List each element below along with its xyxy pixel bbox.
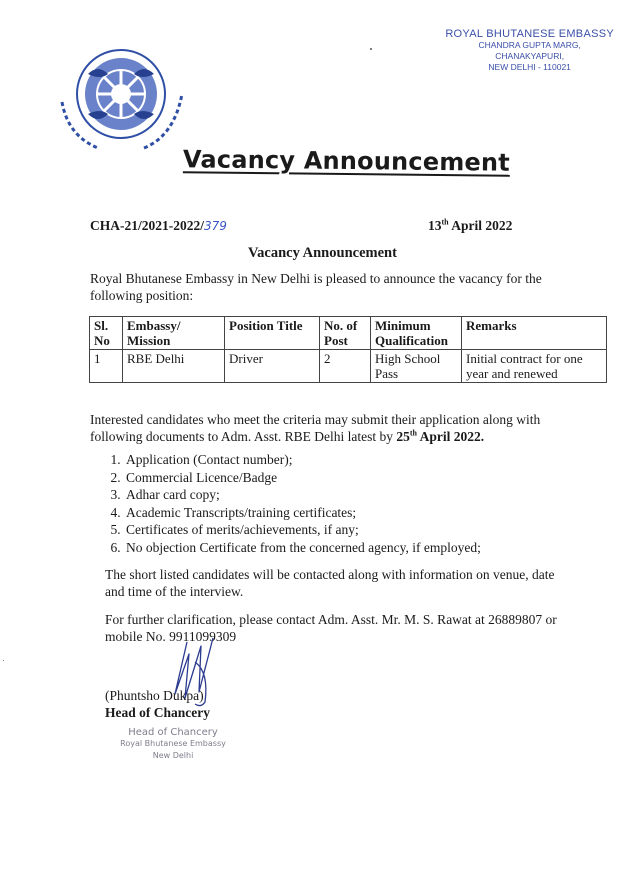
header-posts: No. of Post [320, 317, 371, 350]
date-rest: April 2022 [448, 218, 513, 233]
reference-handwritten: 379 [204, 219, 227, 233]
page-title: Vacancy Announcement [182, 145, 511, 177]
letterhead-name: ROYAL BHUTANESE EMBASSY [445, 28, 614, 40]
cell-qualification: High School Pass [371, 350, 462, 383]
cell-sl-no: 1 [90, 350, 123, 383]
list-item: 6. No objection Certificate from the concerned agency, if employed; [124, 539, 604, 557]
embassy-emblem [58, 44, 188, 174]
cell-remarks: Initial contract for one year and renewed [462, 350, 607, 383]
official-stamp [108, 727, 238, 762]
list-item: 1. Application (Contact number); [124, 451, 604, 469]
list-item: 5. Certificates of merits/achievements, if any; [124, 521, 604, 539]
deadline-day: 25 [396, 429, 410, 444]
letterhead-address-line1: CHANDRA GUPTA MARG, [478, 40, 581, 50]
deadline [396, 429, 484, 444]
criteria-text: Interested candidates who meet the criteria may submit their application along with following documents to Adm. Asst. RBE Delhi latest by [90, 412, 541, 444]
header-remarks: Remarks [462, 317, 607, 350]
letter-date [428, 218, 512, 234]
cell-posts: 2 [320, 350, 371, 383]
list-item: 2. Commercial Licence/Badge [124, 469, 604, 487]
date-day: 13 [428, 218, 442, 233]
table-header-row [90, 317, 607, 350]
shortlist-paragraph: The short listed candidates will be contacted along with information on venue, date and time of the interview. [105, 567, 555, 599]
list-item: 3. Adhar card copy; [124, 486, 604, 504]
letterhead [445, 28, 614, 73]
letterhead-address-line3: NEW DELHI - 110021 [488, 62, 571, 72]
cell-mission: RBE Delhi [123, 350, 225, 383]
reference-number [90, 218, 227, 234]
date-suffix: th [441, 217, 449, 227]
deadline-suffix: th [409, 428, 417, 438]
list-item: 4. Academic Transcripts/training certificates; [124, 504, 604, 522]
signatory-name: (Phuntsho Dukpa) [105, 688, 204, 703]
stamp-line1: Head of Chancery [128, 727, 218, 738]
subtitle: Vacancy Announcement [248, 245, 397, 261]
scan-speck [3, 660, 4, 661]
letterhead-address-line2: CHANAKYAPURI, [495, 51, 565, 61]
vacancy-table [89, 316, 607, 383]
header-position: Position Title [225, 317, 320, 350]
deadline-rest: April 2022. [417, 429, 485, 444]
scan-speck [370, 48, 372, 50]
stamp-line3: New Delhi [152, 751, 194, 760]
emblem-vajra [97, 70, 145, 118]
criteria-paragraph [90, 411, 590, 445]
contact-paragraph: For further clarification, please contact Adm. Asst. Mr. M. S. Rawat at 26889807 or mobile No. 9911099309 [105, 612, 557, 644]
stamp-line2: Royal Bhutanese Embassy [120, 739, 226, 748]
header-qualification: Minimum Qualification [371, 317, 462, 350]
intro-paragraph: Royal Bhutanese Embassy in New Delhi is pleased to announce the vacancy for the following position: [90, 271, 542, 303]
signatory-title: Head of Chancery [105, 705, 210, 720]
table-row [90, 350, 607, 383]
reference-printed: CHA-21/2021-2022/ [90, 218, 204, 233]
cell-position: Driver [225, 350, 320, 383]
header-mission: Embassy/ Mission [123, 317, 225, 350]
header-sl-no: Sl. No [90, 317, 123, 350]
documents-list [90, 451, 604, 556]
